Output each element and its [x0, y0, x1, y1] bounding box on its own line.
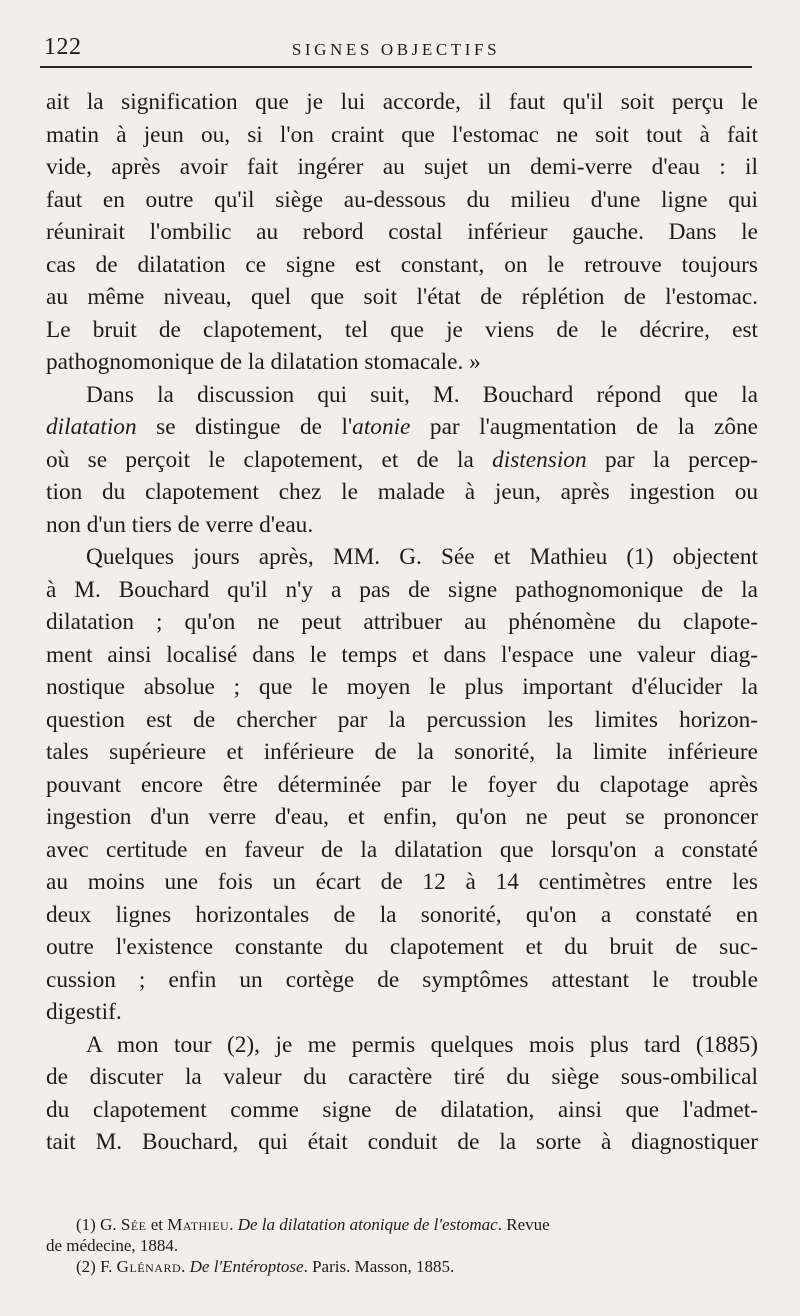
footnote-1-cont: de médecine, 1884. [46, 1236, 179, 1255]
text-line: à M. Bouchard qu'il n'y a pas de signe pathognomonique de la [46, 576, 758, 603]
text-line: tion du clapotement chez le malade à jeun, après ingestion ou [46, 479, 758, 505]
text-line: deux lignes horizontales de la sonorité, qu'on a constaté en [46, 901, 758, 928]
text-line: au moins une fois un écart de 12 à 14 centimètres entre les [46, 869, 758, 895]
text-line: réunirait l'ombilic au rebord costal inférieur gauche. Dans le [46, 219, 758, 245]
text-line: faut en outre qu'il siège au-dessous du milieu d'une ligne qui [46, 186, 758, 213]
page-header [40, 34, 752, 68]
text-line: Le bruit de clapotement, tel que je viens de le décrire, est [46, 316, 758, 343]
footnote-marker: (2) F. [76, 1257, 113, 1276]
text-span: par la percep- [586, 446, 758, 473]
text-line: tales supérieure et inférieure de la sonorité, la limite inférieure [46, 739, 758, 765]
text-line: matin à jeun ou, si l'on craint que l'estomac ne soit tout à fait [46, 121, 758, 148]
text-line: ingestion d'un verre d'eau, et enfin, qu'on ne peut se prononcer [46, 804, 758, 830]
footnotes [46, 1214, 758, 1277]
footnote-author: Sée [120, 1215, 147, 1234]
footnote-author: Glénard [116, 1257, 182, 1276]
footnote-2: (2) F. Glénard. De l'Entéroptose. Paris. Masson, 1885. [76, 1257, 455, 1276]
text-span: se distingue de l' [136, 414, 353, 440]
text-span: . Paris. Masson, 1885. [303, 1257, 455, 1276]
text-line: du clapotement comme signe de dilatation, ainsi que l'admet- [46, 1096, 758, 1123]
text-line: vide, après avoir fait ingérer au sujet un demi-verre d'eau : il [46, 154, 758, 180]
italic-term: distension [492, 446, 587, 473]
text-line: cussion ; enfin un cortège de symptômes attestant le trouble [46, 966, 758, 993]
text-line: au même niveau, quel que soit l'état de réplétion de l'estomac. [46, 284, 758, 310]
footnote-author: Mathieu [167, 1215, 230, 1234]
text-line: avec certitude en faveur de la dilatation que lorsqu'on a constaté [46, 836, 758, 863]
text-line: non d'un tiers de verre d'eau. [46, 511, 314, 538]
text-line: digestif. [46, 999, 122, 1025]
text-line: tait M. Bouchard, qui était conduit de la sorte à diagnostiquer [46, 1129, 758, 1155]
running-title: SIGNES OBJECTIFS [291, 40, 501, 59]
text-line: pouvant encore être déterminée par le foyer du clapotage après [46, 771, 758, 798]
text-span: et [146, 1215, 168, 1234]
text-line: question est de chercher par la percussion les limites horizon- [46, 706, 758, 733]
text-line: Dans la discussion qui suit, M. Bouchard répond que la [86, 381, 758, 408]
italic-term: atonie [352, 414, 411, 440]
text-line: outre l'existence constante du clapotement et du bruit de suc- [46, 934, 758, 960]
text-span: . Revue [497, 1215, 550, 1234]
footnote-marker: (1) G. [76, 1215, 117, 1234]
text-line [46, 444, 758, 477]
text-line [46, 411, 758, 444]
footnote-title: De la dilatation atonique de l'estomac [237, 1215, 498, 1234]
text-span: où se perçoit le clapotement, et de la [46, 446, 493, 473]
body-text [46, 86, 758, 1159]
italic-term: dilatation [46, 414, 137, 440]
text-line: nostique absolue ; que le moyen le plus important d'élucider la [46, 674, 758, 700]
text-line: ait la signification que je lui accorde, il faut qu'il soit perçu le [46, 89, 758, 115]
text-line: ment ainsi localisé dans le temps et dans l'espace une valeur diag- [46, 641, 758, 668]
footnote-1: (1) G. Sée et Mathieu. De la dilatation atonique de l'estomac. Revue [76, 1215, 550, 1234]
text-line: pathognomonique de la dilatation stomacale. » [46, 349, 481, 375]
text-line: de discuter la valeur du caractère tiré du siège sous-ombilical [46, 1064, 758, 1090]
text-line: A mon tour (2), je me permis quelques mois plus tard (1885) [86, 1031, 758, 1058]
text-line: cas de dilatation ce signe est constant, on le retrouve toujours [46, 251, 758, 278]
page-number: 122 [44, 34, 82, 60]
text-line: Quelques jours après, MM. G. Sée et Mathieu (1) objectent [86, 544, 758, 570]
text-line: dilatation ; qu'on ne peut attribuer au phénomène du clapote- [46, 609, 758, 635]
text-span: par l'augmentation de la zône [410, 414, 758, 440]
footnote-title: De l'Entéroptose [189, 1257, 304, 1276]
